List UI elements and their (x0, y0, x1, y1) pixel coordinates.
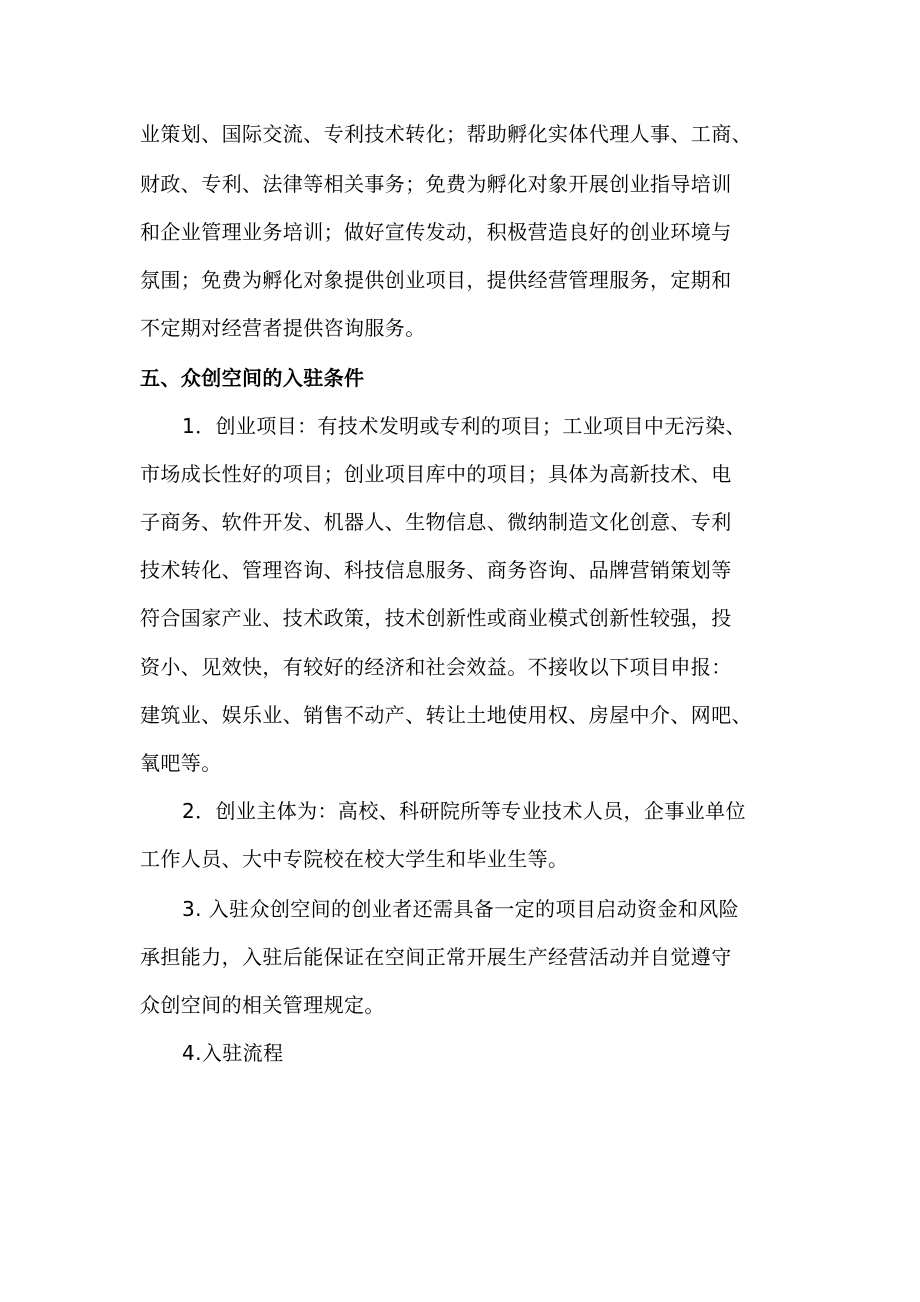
item4-line: 4.入驻流程 (182, 1041, 284, 1065)
intro-line-3: 和企业管理业务培训；做好宣传发动，积极营造良好的创业环境与 (140, 220, 732, 244)
item1-line-4: 技术转化、管理咨询、科技信息服务、商务咨询、品牌营销策划等 (140, 558, 732, 582)
item2-line-1: 2．创业主体为：高校、科研院所等专业技术人员，企事业单位 (182, 799, 746, 823)
item1-line-6: 资小、见效快，有较好的经济和社会效益。不接收以下项目申报： (140, 655, 732, 679)
item1-line-7: 建筑业、娱乐业、销售不动产、转让土地使用权、房屋中介、网吧、 (140, 703, 752, 727)
item2-line-2: 工作人员、大中专院校在校大学生和毕业生等。 (140, 847, 569, 871)
intro-line-1: 业策划、国际交流、专利技术转化；帮助孵化实体代理人事、工商、 (140, 122, 752, 146)
item1-line-5: 符合国家产业、技术政策，技术创新性或商业模式创新性较强，投 (140, 606, 732, 630)
item3-line-2: 承担能力，入驻后能保证在空间正常开展生产经营活动并自觉遵守 (140, 945, 732, 969)
intro-line-5: 不定期对经营者提供咨询服务。 (140, 316, 426, 340)
intro-line-2: 财政、专利、法律等相关事务；免费为孵化对象开展创业指导培训 (140, 172, 732, 196)
intro-line-4: 氛围；免费为孵化对象提供创业项目，提供经营管理服务，定期和 (140, 268, 732, 292)
section-heading: 五、众创空间的入驻条件 (140, 366, 365, 390)
item3-line-1: 3. 入驻众创空间的创业者还需具备一定的项目启动资金和风险 (182, 897, 740, 921)
item1-line-3: 子商务、软件开发、机器人、生物信息、微纳制造文化创意、专利 (140, 510, 732, 534)
item1-line-8: 氧吧等。 (140, 751, 222, 775)
item1-line-1: 1．创业项目：有技术发明或专利的项目；工业项目中无污染、 (182, 414, 746, 438)
item1-line-2: 市场成长性好的项目；创业项目库中的项目；具体为高新技术、电 (140, 462, 732, 486)
item3-line-3: 众创空间的相关管理规定。 (140, 993, 385, 1017)
